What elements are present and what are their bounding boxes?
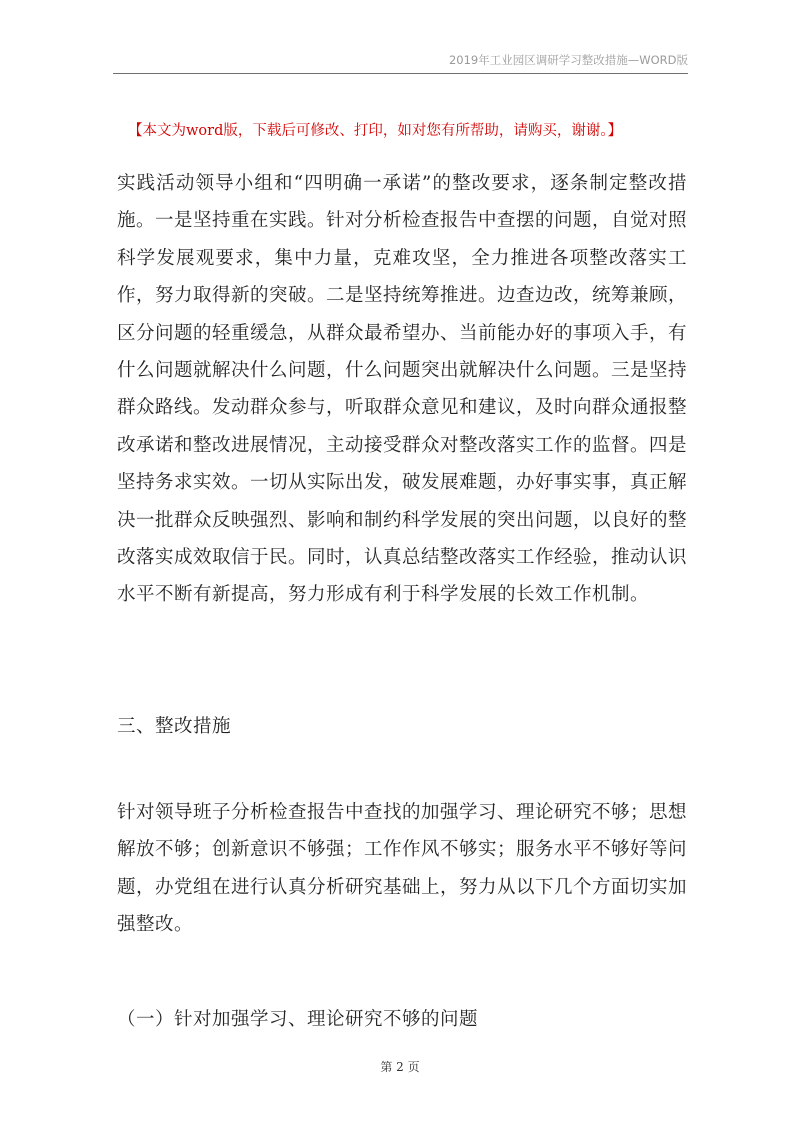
subsection-heading: （一）针对加强学习、理论研究不够的问题 bbox=[117, 1009, 479, 1030]
page-number: 第 2 页 bbox=[380, 1060, 420, 1074]
header-divider bbox=[113, 73, 688, 74]
download-notice: 【本文为word版，下载后可修改、打印，如对您有所帮助，请购买，谢谢。】 bbox=[128, 123, 623, 139]
body-paragraph-1: 实践活动领导小组和“四明确一承诺”的整改要求，逐条制定整改措施。一是坚持重在实践。针对分析检查报告中查摆的问题，自觉对照科学发展观要求，集中力量，克难攻坚，全力推进各项整改落实工作，努力取得新的突破。二是坚持统筹推进。边查边改，统筹兼顾，区分问题的轻重缓急，从群众最希望办、当前能办好的事项入手，有什么问题就解决什么问题，什么问题突出就解决什么问题。三是坚持群众路线。发动群众参与，听取群众意见和建议，及时向群众通报整改承诺和整改进展情况，主动接受群众对整改落实工作的监督。四是坚持务求实效。一切从实际出发，破发展难题，办好事实事，真正解决一批群众反映强烈、影响和制约科学发展的突出问题，以良好的整改落实成效取信于民。同时，认真总结整改落实工作经验，推动认识水平不断有新提高，努力形成有利于科学发展的长效工作机制。 bbox=[117, 173, 688, 606]
section-heading: 三、整改措施 bbox=[117, 716, 232, 737]
body-paragraph-2: 针对领导班子分析检查报告中查找的加强学习、理论研究不够；思想解放不够；创新意识不够强；工作作风不够实；服务水平不够好等问题，办党组在进行认真分析研究基础上，努力从以下几个方面切实加强整改。 bbox=[117, 802, 688, 936]
running-header: 2019年工业园区调研学习整改措施—WORD版 bbox=[448, 53, 688, 67]
